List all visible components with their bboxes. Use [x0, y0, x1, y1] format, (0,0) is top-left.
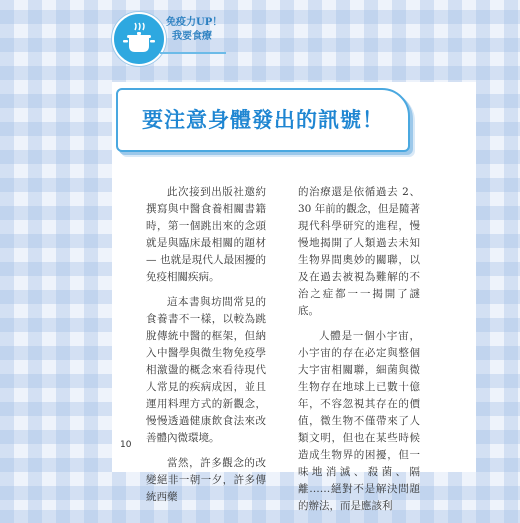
paragraph: 這本書與坊間常見的食養書不一樣，以較為跳脫傳統中醫的框架，但納入中醫學與微生物免疫學相激盪的概念來看待現代人常見的疾病成因，並且運用料理方式的新觀念，慢慢透過健康飲食法來改善體內微環境。 — [146, 296, 266, 444]
badge-underline — [160, 52, 226, 54]
paragraph: 的治療還是依循過去 2、30 年前的觀念，但是隨著現代科學研究的進程，慢慢地揭開了人類過去未知生物界間奧妙的關聯，以及在過去被視為難解的不治之症都一一揭開了謎底。 — [298, 186, 420, 317]
paragraph: 當然，許多觀念的改變絕非一朝一夕，許多傳統西藥 — [146, 457, 266, 503]
page-title: 要注意身體發出的訊號！ — [142, 108, 384, 132]
right-column — [298, 184, 420, 523]
header-badge — [112, 12, 223, 66]
page-number: 10 — [120, 440, 132, 450]
badge-text — [166, 16, 226, 44]
paragraph: 此次接到出版社邀約撰寫與中醫食養相關書籍時，第一個跳出來的念頭就是與臨床最相關的題材 — 也就是現代人最困擾的免疫相關疾病。 — [146, 186, 266, 283]
badge-circle — [112, 12, 166, 66]
paragraph: 人體是一個小宇宙，小宇宙的存在必定與整個大宇宙相關聯，細菌與微生物存在地球上已數十億年，不容忽視其存在的價值，微生物不僅帶來了人類文明，但也在某些時候造成生物界的困擾，但一味地消滅、殺菌、隔離……絕對不是解決問題的辦法，而是應該利 — [298, 330, 420, 512]
left-column — [146, 184, 266, 514]
badge-line-2: 我要食療 — [172, 31, 212, 42]
badge-line-1: 免疫力UP！ — [166, 17, 223, 28]
title-box — [116, 88, 410, 152]
page-content — [112, 82, 476, 512]
pot-icon — [121, 22, 157, 56]
